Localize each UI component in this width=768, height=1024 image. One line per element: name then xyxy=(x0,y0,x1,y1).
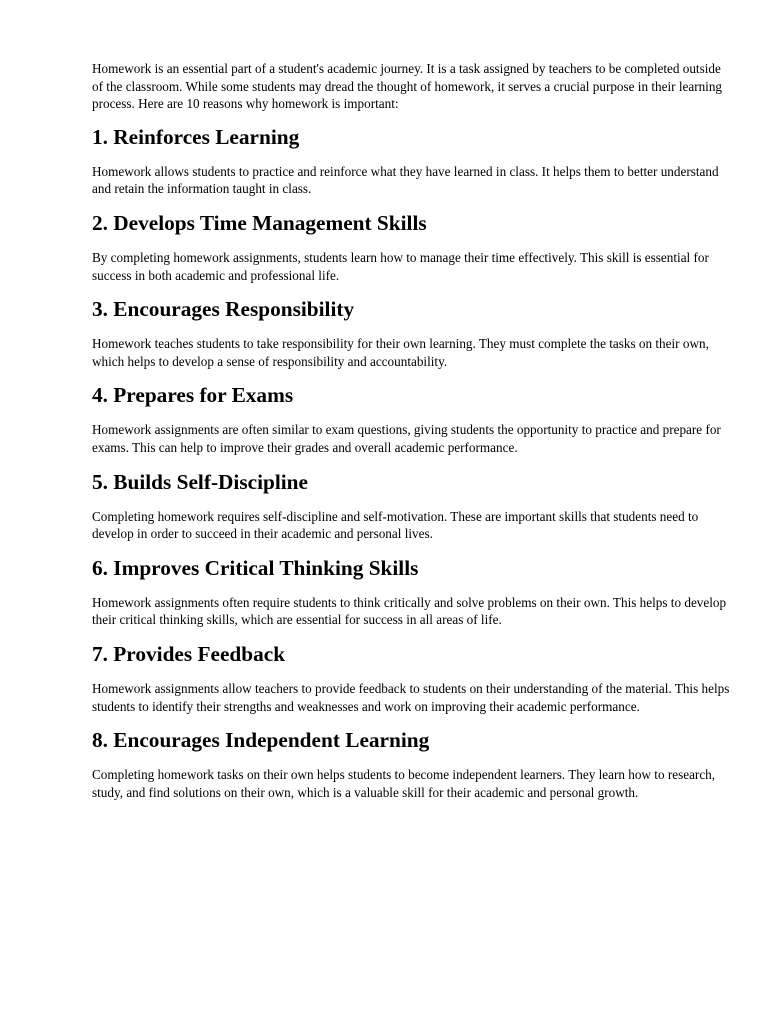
section-3 xyxy=(92,296,732,370)
section-6 xyxy=(92,555,732,629)
section-body: Homework allows students to practice and reinforce what they have learned in class. It helps them to better understand and retain the information taught in class. xyxy=(92,163,719,197)
section-body: Completing homework requires self-discipline and self-motivation. These are important skills that students need to develop in order to succeed in their academic and personal lives. xyxy=(92,508,699,542)
section-heading: 2. Develops Time Management Skills xyxy=(92,210,427,235)
section-7 xyxy=(92,641,732,715)
section-heading: 7. Provides Feedback xyxy=(92,641,286,666)
section-1 xyxy=(92,124,732,198)
section-body: Homework assignments are often similar to exam questions, giving students the opportunity to practice and prepare for exams. This can help to improve their grades and overall academic performance. xyxy=(92,422,721,455)
document-page xyxy=(92,60,732,813)
section-heading: 5. Builds Self-Discipline xyxy=(92,469,308,494)
section-body: Homework assignments often require students to think critically and solve problems on their own. This helps to develop their critical thinking skills, which are essential for success in all areas of life. xyxy=(92,594,727,628)
section-heading: 1. Reinforces Learning xyxy=(92,124,300,149)
section-heading: 6. Improves Critical Thinking Skills xyxy=(92,555,419,580)
section-body: Homework teaches students to take responsibility for their own learning. They must complete the tasks on their own, which helps to develop a sense of responsibility and accountability. xyxy=(92,336,709,369)
section-4 xyxy=(92,382,732,456)
section-heading: 8. Encourages Independent Learning xyxy=(92,728,430,753)
section-8 xyxy=(92,727,732,801)
section-heading: 4. Prepares for Exams xyxy=(92,383,294,408)
section-5 xyxy=(92,469,732,543)
section-heading: 3. Encourages Responsibility xyxy=(92,297,355,322)
intro-paragraph: Homework is an essential part of a student's academic journey. It is a task assigned by teachers to be completed outside of the classroom. While some students may dread the thought of homework, it serves a crucial purpose in their learning process. Here are 10 reasons why homework is important: xyxy=(92,61,723,112)
section-2 xyxy=(92,210,732,284)
section-body: By completing homework assignments, students learn how to manage their time effectively. This skill is essential for success in both academic and professional life. xyxy=(92,249,709,283)
section-body: Completing homework tasks on their own helps students to become independent learners. They learn how to research, study, and find solutions on their own, which is a valuable skill for their academic and personal growth. xyxy=(92,767,716,800)
section-body: Homework assignments allow teachers to provide feedback to students on their understanding of the material. This helps students to identify their strengths and weaknesses and work on improving their academic performance. xyxy=(92,680,730,714)
